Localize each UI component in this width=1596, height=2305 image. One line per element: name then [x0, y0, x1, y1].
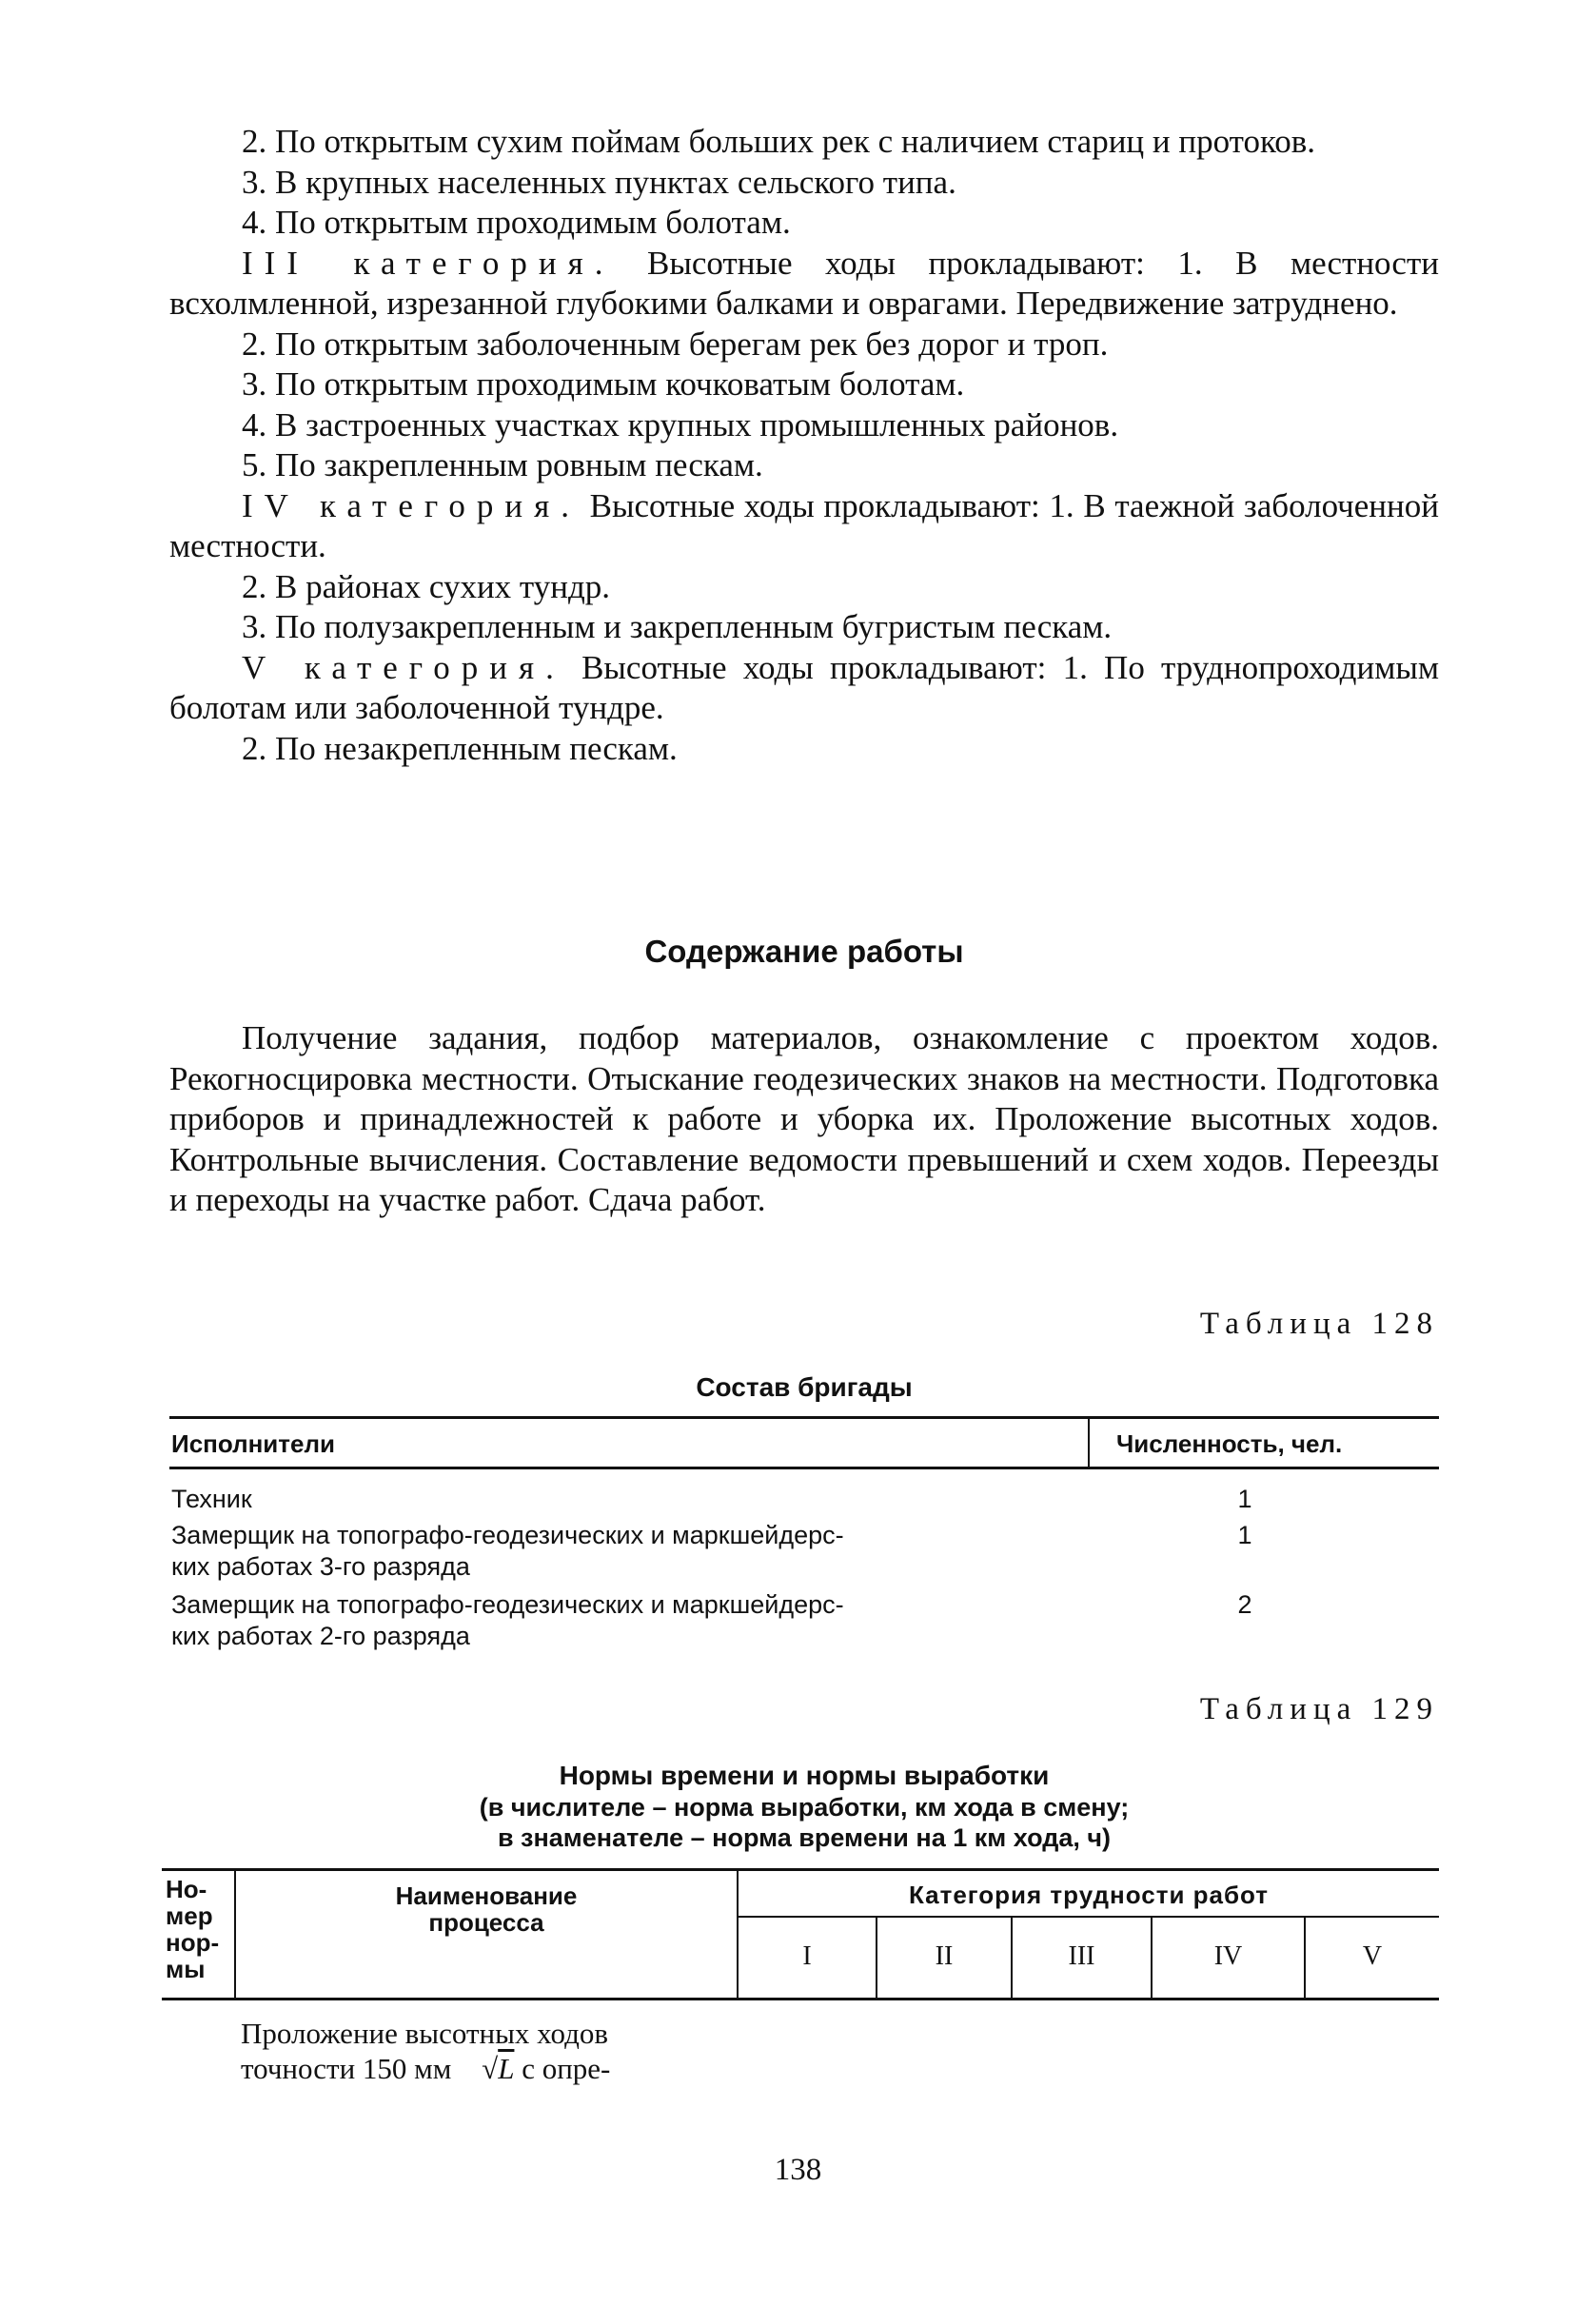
- table-128-cell-name: ких работах 2-го разряда: [171, 1622, 470, 1650]
- table-128-cell-name: Замерщик на топографо-геодезических и маркшейдерс-: [171, 1521, 844, 1549]
- table-128-cell-count: 1: [1237, 1485, 1252, 1513]
- sqrt-variable: L: [498, 2052, 515, 2085]
- table-129-header-number: [166, 1876, 219, 1982]
- table-128-cell-name: Замерщик на топографо-геодезических и маркшейдерс-: [171, 1590, 844, 1619]
- table-129-first-row-line: [241, 2051, 610, 2086]
- table-129-first-row-line: Проложение высотных ходов: [241, 2017, 609, 2050]
- section-text: Получение задания, подбор материалов, ознакомление с проектом ходов. Рекогносцировка местности. Отыскание геодезических знаков на местности. Подготовка приборов и принадлежностей к работе и уборка их. Проложение высотных ходов. Контрольные вычисления. Составление ведомости превышений и схем ходов. Переезды и переходы на участке работ. Сдача работ.: [169, 1019, 1439, 1218]
- table-128-top-rule: [169, 1416, 1439, 1419]
- category-5-paragraph: [169, 648, 1439, 729]
- category-3-item: 3. По открытым проходимым кочковатым болотам.: [242, 365, 965, 403]
- paragraph-poymy: 2. По открытым сухим поймам больших рек с наличием стариц и протоков.: [242, 123, 1315, 160]
- sqrt-icon: √: [482, 2052, 499, 2085]
- table-129-header-process-line: Наименование: [395, 1881, 578, 1910]
- table-129-header-number-line: мер: [166, 1901, 213, 1930]
- page-number: 138: [774, 2153, 822, 2187]
- category-3-label: III категория.: [242, 244, 615, 282]
- table-129-category-5: V: [1362, 1941, 1383, 1971]
- table-128-header-performers: Исполнители: [171, 1429, 335, 1458]
- table-129-header-number-line: мы: [166, 1955, 206, 1983]
- category-4-label: IV категория.: [242, 486, 581, 524]
- table-129-first-row-text: точности 150 мм: [241, 2052, 452, 2085]
- category-4-paragraph: [169, 486, 1439, 567]
- section-title: Содержание работы: [644, 934, 964, 969]
- category-3-paragraph: [169, 244, 1439, 325]
- table-128-column-divider: [1088, 1416, 1090, 1468]
- table-129-category-4: IV: [1213, 1941, 1243, 1971]
- table-128-label: Таблица 128: [1199, 1307, 1439, 1341]
- table-128-cell-name: Техник: [171, 1485, 252, 1513]
- category-3-text: Высотные ходы прокладывают: 1. В местности всхолмленной, изрезанной глубокими балками и оврагами. Передвижение затруднено.: [169, 244, 1439, 322]
- paragraph-bolota: 4. По открытым проходимым болотам.: [242, 204, 791, 241]
- category-4-item: 3. По полузакрепленным и закрепленным бугристым пескам.: [242, 608, 1113, 645]
- table-129-category-1: I: [802, 1941, 812, 1971]
- table-129-first-row-text: с опре-: [514, 2052, 611, 2085]
- category-5-label: V категория.: [242, 648, 565, 686]
- table-129-caption: Нормы времени и нормы выработки: [559, 1761, 1050, 1790]
- table-128-header-count: Численность, чел.: [1116, 1429, 1343, 1458]
- table-129-header-process-line: процесса: [428, 1908, 544, 1937]
- table-128-header-rule: [169, 1467, 1439, 1469]
- category-3-item: 5. По закрепленным ровным пескам.: [242, 446, 763, 483]
- table-128-cell-name: ких работах 3-го разряда: [171, 1552, 470, 1581]
- paragraph-naselennye: 3. В крупных населенных пунктах сельского типа.: [242, 163, 956, 201]
- table-129-label: Таблица 129: [1199, 1692, 1439, 1726]
- category-4-item: 2. В районах сухих тундр.: [242, 567, 611, 605]
- category-4-text: Высотные ходы прокладывают: 1. В таежной заболоченной местности.: [169, 486, 1439, 564]
- table-129-category-2: II: [935, 1941, 954, 1971]
- table-129-category-3: III: [1068, 1941, 1095, 1971]
- table-129-header-process: [236, 1882, 737, 1936]
- table-129-first-row: [241, 2016, 610, 2086]
- table-128-cell-count: 1: [1237, 1521, 1252, 1549]
- table-129-caption-line: (в числителе – норма выработки, км хода в смену;: [479, 1793, 1130, 1822]
- table-129-top-rule: [162, 1868, 1439, 1871]
- table-128-cell-count: 2: [1237, 1590, 1252, 1619]
- table-row: [171, 1484, 252, 1515]
- category-3-item: 4. В застроенных участках крупных промышленных районов.: [242, 405, 1119, 443]
- category-5-item: 2. По незакрепленным пескам.: [242, 729, 678, 767]
- table-129-header-rule: [162, 1998, 1439, 2000]
- category-3-item: 2. По открытым заболоченным берегам рек без дорог и троп.: [242, 325, 1109, 363]
- table-129-header-number-line: нор-: [166, 1928, 220, 1957]
- category-5-text: Высотные ходы прокладывают: 1. По труднопроходимым болотам или заболоченной тундре.: [169, 648, 1440, 726]
- table-129-header-category: Категория трудности работ: [908, 1881, 1270, 1909]
- table-129-caption-line: в знаменателе – норма времени на 1 км хода, ч): [497, 1823, 1112, 1852]
- table-row: [171, 1589, 844, 1652]
- table-128-caption: Состав бригады: [696, 1372, 913, 1402]
- table-129-sub-rule: [737, 1916, 1439, 1918]
- table-row: [171, 1520, 844, 1583]
- table-129-header-number-line: Но-: [166, 1875, 207, 1903]
